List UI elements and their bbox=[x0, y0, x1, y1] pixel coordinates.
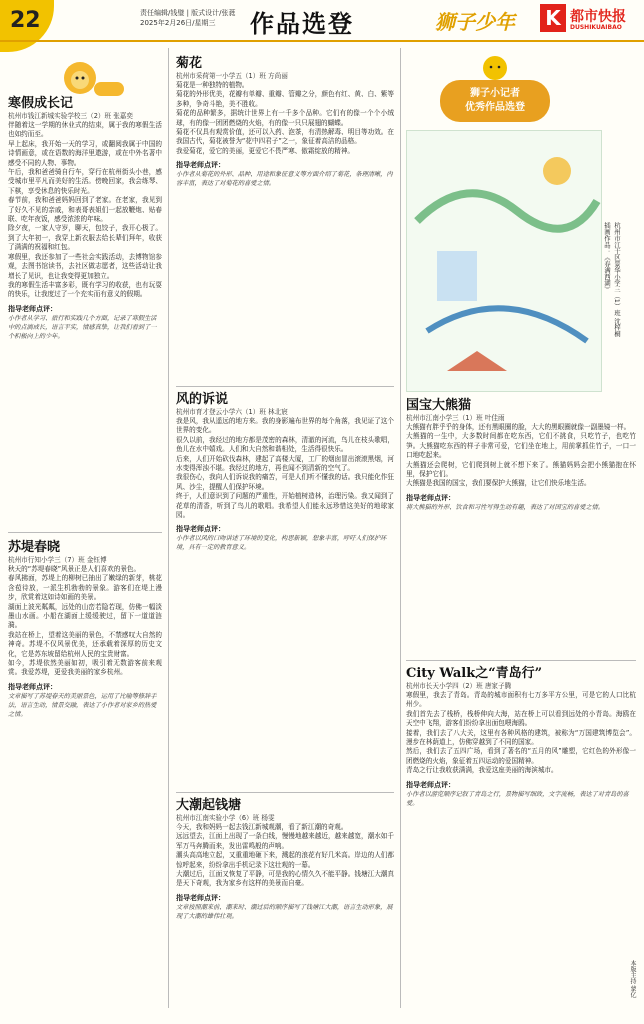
paragraph: 除夕夜，一家人守岁，聊天，包饺子，我开心极了。到了大年初一，我穿上新衣服去给长辈们拜年，收获了满满的祝福和红包。 bbox=[8, 224, 162, 252]
brand-logo bbox=[540, 4, 644, 38]
column-divider bbox=[400, 48, 401, 1008]
article-author: 杭州市江南实验小学（6）班 杨雯 bbox=[176, 814, 275, 822]
paragraph: 菊花是一种独特的植物。 bbox=[176, 81, 249, 89]
article-title: 国宝大熊猫 bbox=[406, 398, 472, 413]
brand-k-icon: K bbox=[540, 4, 566, 32]
page-number: 22 bbox=[10, 8, 41, 33]
lion-head-icon bbox=[450, 50, 540, 80]
paragraph: 春风拂面，苏堤上的柳树已抽出了嫩绿的新芽，桃花含苞待放，一派生机勃勃的景象。游客们在堤上漫步，欣赏着这如诗如画的美景。 bbox=[8, 574, 162, 602]
article-divider bbox=[8, 532, 162, 533]
artwork-spring-westlake bbox=[406, 130, 602, 392]
paragraph: 青岛之行让我收获满满，我爱这座美丽的海滨城市。 bbox=[406, 766, 558, 775]
comment-title: 指导老师点评： bbox=[406, 493, 455, 502]
paragraph: 春节前，我和爸爸妈妈回到了老家。在老家，我见到了好久不见的亲戚，和表哥表姐们一起放鞭炮、贴春联、吃年夜饭，感受浓浓的年味。 bbox=[8, 196, 162, 224]
paragraph: 寒假里，我去了青岛。青岛的城市面积有七万多平方公里，可是它的人口比杭州少。 bbox=[406, 691, 636, 709]
teacher-comment: 小作者以风的口吻讲述了环境的变化，构思新颖，想象丰富，呼吁人们保护环境，具有一定的教育意义。 bbox=[176, 535, 387, 552]
teacher-comment: 将大熊猫的外形、饮食和习性写得生动有趣，表达了对国宝的喜爱之情。 bbox=[406, 503, 604, 511]
paragraph: 午后，我和爸爸骑自行车，穿行在杭州街头小巷，感受城市里平凡而美好的生活。傍晚回家，我会练琴、下棋，享受休息的快乐时光。 bbox=[8, 168, 162, 195]
article-title: 寒假成长记 bbox=[8, 96, 74, 111]
lion-reporter-badge bbox=[440, 80, 550, 122]
comment-title: 指导老师点评： bbox=[176, 893, 225, 902]
article-chrysanthemum bbox=[176, 56, 394, 188]
paragraph: 我们首先去了栈桥，栈桥伸向大海，站在桥上可以看到远处的小青岛。海鸥在天空中飞翔，游客们纷纷拿出面包喂海鸥。 bbox=[406, 709, 636, 728]
article-author: 杭州市育才登云小学六（1）班 林北宸 bbox=[176, 408, 288, 416]
article-tide bbox=[176, 798, 394, 921]
badge-line: 狮子小记者 bbox=[470, 88, 520, 99]
paragraph: 早上起床，我开始一天的学习，或翻阅我属于中国的诗情画意，或在语数的海洋里遨游，或在中外名著中感受不同的人物、事物。 bbox=[8, 139, 162, 167]
article-title: 大潮起钱塘 bbox=[176, 798, 242, 813]
paragraph: 菊花不仅具有观赏价值，还可以入药、泡茶，有清热解毒、明目等功效。在我国古代，菊花被誉为“花中四君子”之一，象征着高洁的品格。 bbox=[176, 128, 394, 146]
brand-name: 都市快报 bbox=[570, 9, 626, 25]
lion-mascot-icon bbox=[60, 58, 130, 100]
paragraph: 湖面上波光粼粼，远处的山峦若隐若现，仿佛一幅淡墨山水画。小船在湖面上缓缓驶过，留下一道道涟漪。 bbox=[8, 602, 162, 630]
artwork-caption-line2: 杭州市江干区景华小学三（1）班 沈梓桐 bbox=[613, 222, 621, 337]
article-winter-growth bbox=[8, 96, 162, 341]
article-title: City Walk之“青岛行” bbox=[406, 666, 543, 681]
article-author: 杭州市行知小学三（7）班 金钰博 bbox=[8, 556, 107, 564]
teacher-comment: 文章按照潮来前、潮来时、潮过后的顺序描写了钱塘江大潮，语言生动形象，展现了大潮的雄伟壮观。 bbox=[176, 903, 393, 920]
paragraph: 大熊猫的一生中，大多数时间都在吃东西，它们不挑食，只吃竹子，也吃竹笋。大熊猫吃东西的样子非常可爱，它们坐在地上，用前掌抓住竹子，一口一口地吃起来。 bbox=[406, 432, 636, 460]
article-panda bbox=[406, 398, 636, 512]
paragraph: 秋天的“苏堤春晓”风景正是人们喜欢的景色。 bbox=[8, 565, 141, 573]
comment-title: 指导老师点评： bbox=[406, 780, 455, 789]
section-title: 作品选登 bbox=[250, 9, 354, 38]
paragraph: 远远望去，江面上出现了一条白线，慢慢地越来越近，越来越宽，潮水如千军万马奔腾而来，发出雷鸣般的声响。 bbox=[176, 832, 394, 850]
column-divider bbox=[168, 48, 169, 1008]
paragraph: 今天，我和妈妈一起去钱江新城观潮，看了新江潮的奇观。 bbox=[176, 823, 348, 831]
teacher-comment: 文章描写了苏堤春天的美丽景色，运用了比喻等修辞手法，语言生动，情景交融，表达了小作者对家乡的热爱之情。 bbox=[8, 692, 157, 718]
teacher-comment: 小作者从菊花的外形、品种、用途和象征意义等方面介绍了菊花，条理清晰，内容丰富，表达了对菊花的喜爱之情。 bbox=[176, 171, 393, 188]
paragraph: 菊花的品种繁多，据统计世界上有一千多个品种。它们有的像一个个小绒球，有的像一团团燃烧的火焰，有的像一只只展翅的蝴蝶。 bbox=[176, 109, 394, 127]
paragraph: 我站在桥上，望着这美丽的景色，不禁感叹大自然的神奇。苏堤不仅风景优美，还承载着深厚的历史文化，它是苏东坡留给杭州人民的宝贵财富。 bbox=[8, 630, 162, 658]
badge-line: 优秀作品选登 bbox=[465, 102, 525, 113]
paragraph: 终于，人们意识到了问题的严重性，开始植树造林，治理污染。我又闻到了花草的清香，听到了鸟儿的歌唱。我希望人们能永远珍惜这美好的地球家园。 bbox=[176, 492, 394, 520]
paragraph: 如今，苏堤依然美丽如初，吸引着无数游客前来观赏。我爱苏堤，更爱我美丽的家乡杭州。 bbox=[8, 659, 162, 677]
footer-note: 本版主持 蒙亿 bbox=[629, 960, 636, 998]
paragraph: 后来，人们开始砍伐森林，建起了高楼大厦，工厂的烟囱冒出滚滚黑烟，河水变得浑浊不堪。我经过的地方，再也闻不到清新的空气了。 bbox=[176, 454, 394, 473]
issue-date: 2025年2月26日/星期三 bbox=[140, 19, 216, 27]
paragraph: 大潮过后，江面又恢复了平静，可是我的心情久久不能平静。钱塘江大潮真是天下奇观，我为家乡有这样的美景而自豪。 bbox=[176, 870, 394, 888]
spring-westlake-illustration-icon bbox=[407, 131, 601, 391]
article-divider bbox=[176, 792, 394, 793]
article-divider bbox=[406, 660, 636, 661]
paragraph: 菊花的外形优美，花瓣有单瓣、重瓣、管瓣之分，颜色有红、黄、白、紫等多种，争奇斗艳，美不胜收。 bbox=[176, 90, 394, 108]
comment-title: 指导老师点评： bbox=[176, 161, 225, 170]
paragraph: 我的寒假生活丰富多彩，既有学习的收获，也有玩耍的快乐，让我度过了一个充实而有意义的假期。 bbox=[8, 280, 162, 299]
article-author: 杭州市长天小学四（2）班 唐家子腾 bbox=[406, 682, 512, 690]
teacher-comment: 小作者以游览顺序记叙了青岛之行，景物描写细致，文字流畅，表达了对青岛的喜爱。 bbox=[406, 790, 629, 807]
article-title: 菊花 bbox=[176, 56, 203, 71]
artwork-caption-line1: 插画作品：《春满西湖》 bbox=[603, 222, 611, 293]
article-title: 风的诉说 bbox=[176, 392, 229, 407]
comment-title: 指导老师点评： bbox=[8, 304, 57, 313]
paragraph: 大熊猫还会爬树，它们爬到树上就不想下来了。熊猫妈妈会把小熊猫抱在怀里，保护它们。 bbox=[406, 460, 636, 479]
article-wind bbox=[176, 392, 394, 552]
paragraph: 我爱菊花，爱它的美丽，更爱它不畏严寒、傲霜绽放的精神。 bbox=[176, 146, 355, 155]
article-qingdao bbox=[406, 666, 636, 808]
paragraph: 大熊猫有胖乎乎的身体，还有黑眼圈的脸，大大的黑眼圈就像一副墨镜一样。 bbox=[406, 423, 631, 431]
article-author: 杭州市采荷第一小学五（1）班 方尚丽 bbox=[176, 72, 288, 80]
comment-title: 指导老师点评： bbox=[176, 525, 225, 534]
paragraph: 我很伤心，我向人们诉说我的痛苦，可是人们听不懂我的话。我只能化作狂风、沙尘，提醒人们保护环境。 bbox=[176, 473, 394, 491]
paragraph: 很久以前，我经过的地方都是茂密的森林，清澈的河流，鸟儿在枝头歌唱，鱼儿在水中嬉戏。人们和大自然和谐相处，生活得很快乐。 bbox=[176, 435, 394, 454]
article-title: 苏堤春晓 bbox=[8, 540, 61, 555]
paragraph: 接着，我们去了八大关，这里有各种风格的建筑，被称为“万国建筑博览会”。漫步在林荫道上，仿佛穿越到了不同的国家。 bbox=[406, 728, 636, 747]
comment-title: 指导老师点评： bbox=[8, 682, 57, 691]
paragraph: 寒假里，我还参加了一些社会实践活动，去博物馆参观，去图书馆读书，去社区做志愿者，这些活动让我增长了见识，也让我变得更加独立。 bbox=[8, 252, 162, 280]
article-sudi bbox=[8, 540, 162, 719]
article-author: 杭州市钱江新城实验学校三（2）班 张嘉奕 bbox=[8, 112, 133, 120]
paragraph: 伴随着这一学期的休业式的结束，属于我的寒假生活也如约而至。 bbox=[8, 121, 162, 139]
page-number-badge bbox=[0, 0, 54, 52]
paragraph: 大熊猫是我国的国宝，我们要保护大熊猫，让它们快乐地生活。 bbox=[406, 479, 591, 488]
header-divider bbox=[0, 40, 644, 42]
article-author: 杭州市江南小学三（1）班 叶佳雨 bbox=[406, 414, 505, 422]
paragraph: 然后，我们去了五四广场，看到了著名的“五月的风”雕塑，它红色的外形像一团燃烧的火焰，象征着五四运动的爱国精神。 bbox=[406, 747, 636, 765]
editor-credit: 责任编辑/钱璧 | 版式设计/张蕤 bbox=[140, 9, 236, 17]
teacher-comment: 小作者从学习、旅行和实践几个方面，记录了寒假生活中的点滴成长，语言平实，情感真挚，让我们看到了一个积极向上的少年。 bbox=[8, 314, 157, 340]
paragraph: 我是风，我从遥远的地方来。我的身影遍布世界的每个角落，我见证了这个世界的变化。 bbox=[176, 417, 394, 435]
brand-name-en: DUSHIKUAIBAO bbox=[570, 24, 622, 31]
article-divider bbox=[176, 386, 394, 387]
lion-youth-logo: 狮子少年 bbox=[435, 10, 515, 34]
paragraph: 潮头高高地立起，又重重地砸下来，溅起的浪花有好几米高。岸边的人们都惊呼起来，纷纷拿出手机记录下这壮观的一幕。 bbox=[176, 851, 394, 869]
